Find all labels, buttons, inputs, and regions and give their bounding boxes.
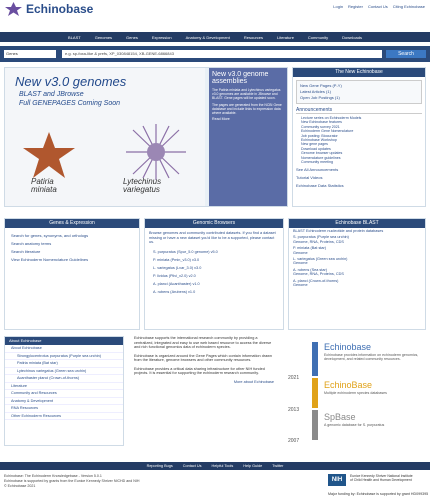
announcement-item[interactable]: Echinobase Workshop — [301, 138, 337, 143]
about-item[interactable]: Literature — [5, 383, 123, 391]
label1-line2: miniata — [31, 185, 57, 194]
newbox-link-1[interactable]: New Gene Pages (P-Y) — [300, 83, 342, 88]
about-item[interactable]: RNA Resources — [5, 405, 123, 413]
blast-species[interactable]: L. variegatus (Green sea urchin) — [293, 257, 348, 262]
contact-link[interactable]: Contact Us — [367, 4, 388, 9]
genome-list — [145, 248, 283, 296]
footer-note: Echinobase is supported by grants from the Eunice Kennedy Shriver NICHD and NIH — [4, 479, 140, 483]
announcement-item[interactable]: Nomenclature guidelines — [301, 155, 341, 160]
nav-genes[interactable]: Genes — [126, 34, 138, 40]
blast-item[interactable] — [289, 245, 425, 256]
footer-note: © Echinobase 2021 — [4, 484, 36, 488]
timeline-year: 2007 — [288, 438, 300, 444]
species-label-patiria — [31, 178, 57, 194]
blast-dbs: Genome, RNA, Proteins, CDS — [293, 239, 344, 244]
new-echinobase-box — [292, 67, 426, 207]
about-sidebar-title: About Echinobase — [5, 337, 123, 345]
about-item[interactable]: About Echinobase — [5, 345, 123, 353]
history-timeline — [284, 336, 426, 446]
see-all-announcements-link[interactable]: See All Announcements — [296, 167, 339, 173]
footer-bugs-link[interactable]: Reporting Bugs — [146, 464, 173, 468]
blast-item[interactable] — [289, 267, 425, 278]
nav-resources[interactable]: Resources — [243, 34, 264, 40]
about-item[interactable]: Strongylocentrotus purpuratus (Purple sea urchin) — [5, 353, 123, 361]
about-item[interactable]: Acanthaster planci (Crown-of-thorns) — [5, 375, 123, 383]
label2-line1: Lytechinus — [123, 177, 162, 186]
timeline-name: EchinoBase — [324, 380, 373, 390]
read-more-link[interactable]: Read More — [212, 117, 230, 121]
timeline-year: 2021 — [288, 375, 300, 381]
brand-title[interactable]: Echinobase — [26, 2, 94, 16]
blast-item[interactable] — [289, 234, 425, 245]
nav-blast[interactable]: BLAST — [68, 34, 81, 40]
nomenclature-link[interactable]: View Echinoderm Nomenclature Guidelines — [11, 257, 89, 262]
blast-panel-title: Echinobase BLAST — [289, 219, 425, 228]
genes-expression-panel — [4, 218, 140, 330]
search-literature-link[interactable]: Search literature — [11, 249, 41, 254]
blast-species[interactable]: A. planci (Crown-of-thorns) — [293, 278, 339, 283]
nav-downloads[interactable]: Downloads — [342, 34, 362, 40]
blast-item[interactable] — [289, 256, 425, 267]
blast-species[interactable]: A. rubens (Sea star) — [293, 267, 327, 272]
blast-intro: BLAST Echinoderm nucleotide and protein databases — [293, 229, 384, 233]
blast-dbs: Genome, RNA, Proteins, CDS — [293, 272, 344, 277]
about-item[interactable]: Patiria miniata (Bat star) — [5, 360, 123, 368]
main-nav — [0, 32, 430, 42]
funding-note: Major funding by: Echinobase is supported by grant HD099395 — [328, 492, 429, 496]
nav-community[interactable]: Community — [307, 34, 329, 40]
footer-contact-link[interactable]: Contact Us — [182, 464, 202, 468]
about-item[interactable]: Community and Resources — [5, 390, 123, 398]
hero-panel — [209, 68, 287, 206]
search-anatomy-link[interactable]: Search anatomy terms — [11, 241, 52, 246]
genome-item[interactable]: L. variegatus (Lvar_3.0) v3.0 — [153, 265, 202, 270]
timeline-graphic — [284, 336, 426, 446]
footer-twitter-link[interactable]: Twitter — [272, 464, 284, 468]
more-about-link[interactable]: More about Echinobase — [233, 379, 274, 384]
genomes-panel-title: Genomic Browsers — [145, 219, 283, 228]
about-item[interactable]: Anatomy & Development — [5, 398, 123, 406]
starfish-icon — [19, 130, 79, 180]
timeline-desc: Echinobase provides information on echinoderm genomics, development, and related community resources. — [324, 353, 419, 362]
timeline-year: 2013 — [288, 407, 300, 413]
hero-subtitle — [19, 90, 120, 108]
about-paragraph-2: Echinobase is organized around the Gene Pages which contain information drawn from the literature, genome browsers and other community resources. — [134, 353, 273, 362]
hero-banner[interactable] — [4, 67, 288, 207]
blast-species[interactable]: P. miniata (Bat star) — [293, 246, 327, 251]
announcement-item[interactable]: Download updates — [301, 146, 331, 151]
timeline-name: Echinobase — [324, 342, 372, 352]
announcement-item[interactable]: Job posting: Biocurator — [301, 133, 338, 138]
tutorial-videos-link[interactable]: Tutorial Videos — [296, 175, 323, 181]
genes-link-list — [5, 228, 139, 268]
blast-item[interactable] — [289, 278, 425, 289]
about-paragraph-3: Echinobase provides a critical data sharing infrastructure for other NIH funded projects. It is essential for supporting the echinoderm research community. — [134, 366, 265, 375]
nih-text-line2: of Child Health and Human Development — [350, 478, 412, 482]
about-item[interactable]: Other Echinoderm Resources — [5, 413, 123, 421]
timeline-bar-spbase — [312, 410, 318, 440]
announcement-item[interactable]: Lecture series on Echinoderm Models — [301, 116, 362, 120]
about-sidebar — [4, 336, 124, 446]
about-item[interactable]: Lytechinus variegatus (Green sea urchin) — [5, 368, 123, 376]
announcement-item[interactable]: Echinoderm Gene Nomenclature — [301, 129, 354, 134]
genomes-intro: Browse genomes and community contributed datasets. If you find a dataset missing or have a new dataset you'd like to be a supported, please contact us. — [149, 231, 276, 244]
hero-sub-line1: BLAST and JBrowse — [19, 91, 84, 98]
nav-genomes[interactable]: Genomes — [94, 34, 113, 40]
footer-nav — [0, 462, 430, 470]
nih-text — [350, 474, 413, 482]
label2-line2: variegatus — [123, 185, 160, 194]
genome-item[interactable]: A. planci (Acanthaster) v1.0 — [153, 281, 200, 286]
top-links — [333, 4, 425, 9]
citing-link[interactable]: Citing Echinobase — [392, 4, 425, 9]
register-link[interactable]: Register — [348, 4, 363, 9]
about-text — [134, 336, 274, 446]
top-bar — [0, 0, 430, 18]
data-statistics-link[interactable]: Echinobase Data Statistics — [296, 183, 344, 189]
nih-text-line1: Eunice Kennedy Shriver National Institute — [350, 474, 413, 478]
timeline-bar-echinobase — [312, 342, 318, 376]
announcements-list — [293, 116, 425, 164]
blast-dbs: Genome — [293, 283, 308, 288]
search-type-select[interactable]: Genes — [4, 50, 56, 58]
urchin-icon — [121, 122, 191, 182]
hero-image — [5, 68, 205, 206]
species-label-lytechinus — [123, 178, 161, 194]
search-bar — [0, 46, 430, 62]
timeline-bar-echinobase-old — [312, 378, 318, 408]
genome-item[interactable]: S. purpuratus (Spur_5.0 genome) v5.0 — [153, 249, 218, 254]
announcement-item[interactable]: Genome browser updates — [301, 151, 343, 156]
newbox-link-2[interactable]: Latest Articles (1) — [300, 89, 331, 94]
about-paragraph-1: Echinobase supports the international research community by providing a centralized, integrated and easy to use web based resource to access the diverse and rich functional genomics data of echinoderm species. — [134, 336, 272, 349]
newbox-link-3[interactable]: Open Job Postings (1) — [300, 95, 340, 100]
timeline-desc: A genomic database for S. purpuratus — [324, 423, 385, 427]
label1-line1: Patiria — [31, 177, 54, 186]
blast-species[interactable]: S. purpuratus (Purple sea urchin) — [293, 235, 349, 240]
nav-expression[interactable]: Expression — [151, 34, 172, 40]
announcement-item[interactable]: New gene pages — [301, 142, 328, 147]
announcement-links — [293, 166, 425, 190]
hero-panel-text2: The pages are generated from the NCBI Gene database and include links to expression data where available. — [212, 103, 282, 115]
announcement-item[interactable]: New Echinobase features — [301, 120, 342, 125]
genes-panel-title: Genes & Expression — [5, 219, 139, 228]
genome-item[interactable]: A. rubens (Arubens) v1.0 — [153, 289, 196, 294]
hero-sub-line2: Full GENEPAGES Coming Soon — [19, 100, 121, 107]
hero-title: New v3.0 genomes — [15, 74, 127, 89]
announcements-title: Announcements — [296, 107, 422, 114]
search-input[interactable]: e.g. sp-foxa-like & prefs, XP_030848154, XB-GENE-6866843 — [62, 50, 382, 58]
footer-notes — [4, 474, 139, 489]
blast-panel — [288, 218, 426, 330]
blast-dbs: Genome — [293, 250, 308, 255]
hero-panel-text1: The Patiria miniata and Lytechinus variegatus v3.0 genomes are available in JBrowse and BLAST. Gene pages will be updated soon. — [212, 88, 281, 100]
nav-anatomy[interactable]: Anatomy & Development — [185, 34, 230, 40]
footer-tools-link[interactable]: Helpful Tools — [211, 464, 234, 468]
timeline-name: SpBase — [324, 412, 356, 422]
search-genes-link[interactable]: Search for genes, synonyms, and orthologs — [11, 233, 89, 238]
announcement-item[interactable]: Community meeting — [301, 160, 333, 165]
genome-item[interactable]: P. miniata (Pmin_v3.0) v3.0 — [153, 257, 200, 262]
login-link[interactable]: Login — [333, 4, 344, 9]
genome-item[interactable]: P. lividus (Plivi_v2.0) v2.0 — [153, 273, 196, 278]
announcement-item[interactable]: Community survey 2021 — [301, 124, 340, 129]
nav-literature[interactable]: Literature — [277, 34, 294, 40]
new-echinobase-links — [296, 80, 422, 104]
genomic-browsers-panel — [144, 218, 284, 330]
timeline-desc: Multiple echinoderm species databases — [324, 391, 387, 395]
blast-dbs: Genome — [293, 261, 308, 266]
footer-help-link[interactable]: Help Guide — [243, 464, 263, 468]
hero-panel-title: New v3.0 genome assemblies — [212, 71, 269, 85]
footer-note: Echinobase: The Echinoderm Knowledgebase - Version 5.0.1 — [4, 474, 102, 478]
logo-icon — [5, 2, 22, 16]
search-button[interactable]: Search — [386, 50, 426, 58]
nih-logo-icon: NIH — [328, 474, 346, 486]
new-echinobase-title: The New Echinobase — [293, 68, 425, 77]
